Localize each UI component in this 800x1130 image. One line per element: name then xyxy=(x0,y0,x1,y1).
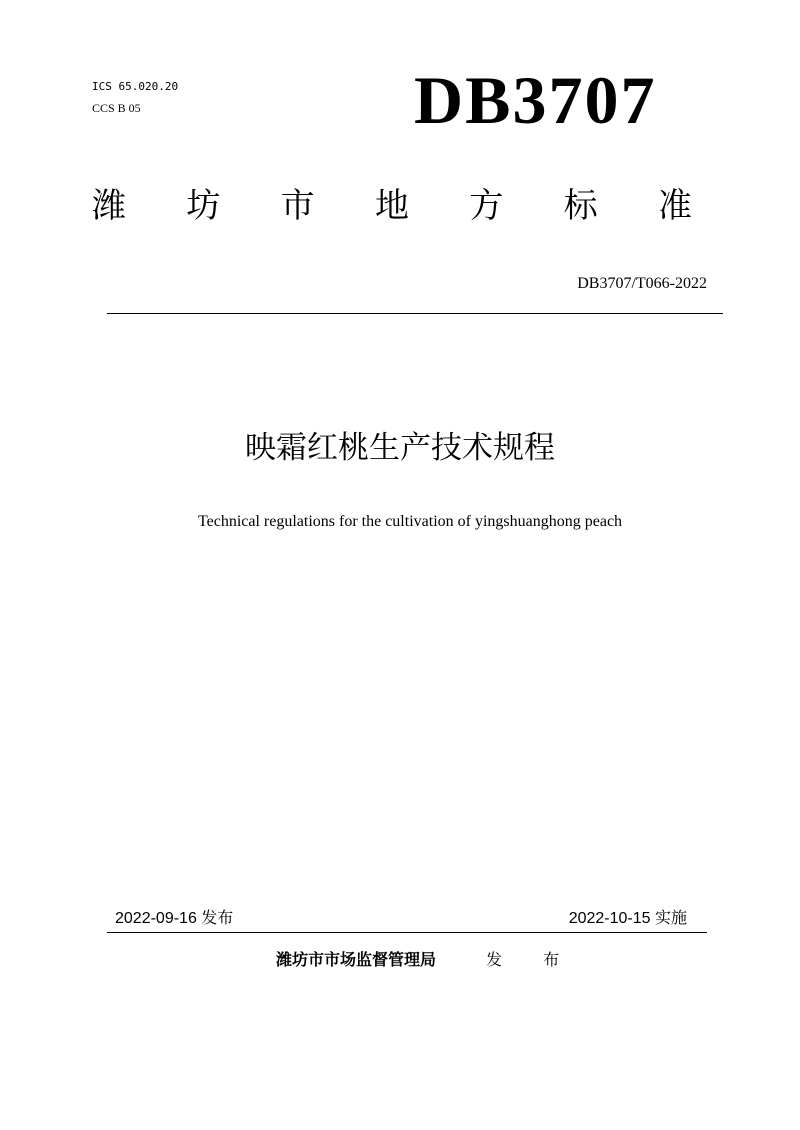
publish-label: 发 布 xyxy=(486,950,578,969)
document-title-chinese: 映霜红桃生产技术规程 xyxy=(245,430,555,466)
standard-type-char: 标 xyxy=(563,186,598,226)
publisher-name: 潍坊市市场监督管理局 xyxy=(276,950,437,969)
standard-type-char: 地 xyxy=(374,186,409,226)
document-title-english: Technical regulations for the cultivation of yingshuanghong peach xyxy=(197,513,623,530)
implementation-date: 2022-10-15 实施 xyxy=(568,910,687,927)
standard-type-char: 潍 xyxy=(92,186,126,226)
standard-type-char: 方 xyxy=(469,186,504,226)
standard-logo: DB3707 xyxy=(414,62,657,138)
standard-number: DB3707/T066-2022 xyxy=(577,275,707,292)
footer-divider xyxy=(107,932,707,933)
header-divider xyxy=(107,313,723,314)
standard-type-char: 市 xyxy=(280,186,315,226)
standard-type-char: 准 xyxy=(657,186,692,226)
issue-date: 2022-09-16 发布 xyxy=(115,910,234,927)
ccs-code: CCS B 05 xyxy=(92,101,141,115)
standard-type-heading xyxy=(92,186,692,226)
standard-type-char: 坊 xyxy=(186,186,221,226)
ics-code: ICS 65.020.20 xyxy=(92,80,179,93)
